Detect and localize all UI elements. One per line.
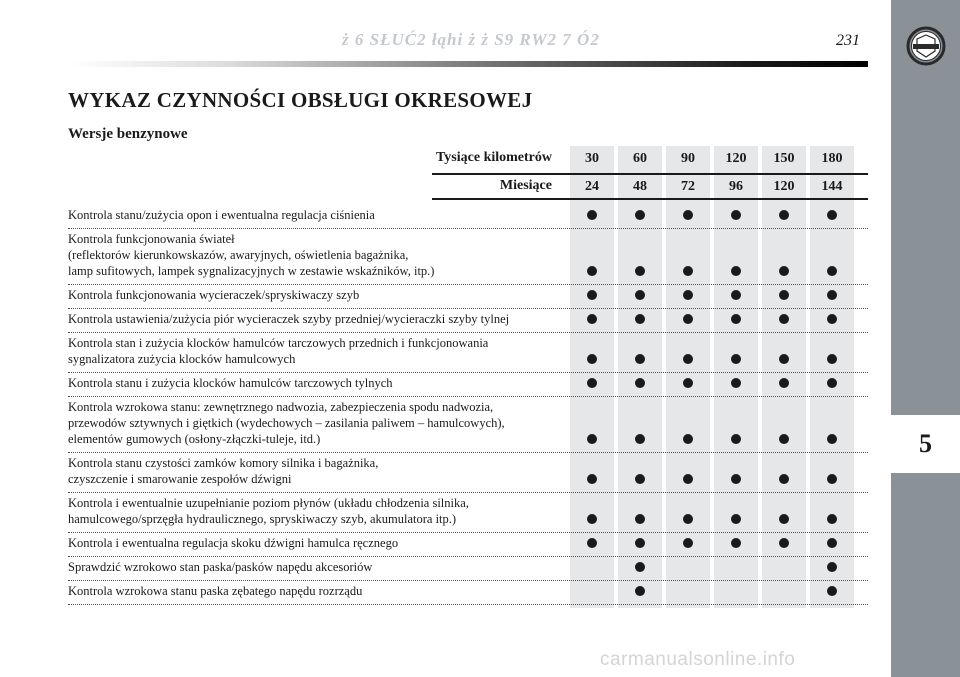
table-row-text-line: Kontrola i ewentualna regulacja skoku dźwigni hamulca ręcznego bbox=[68, 536, 399, 550]
km-value: 30 bbox=[585, 151, 599, 166]
row-separator bbox=[68, 396, 868, 397]
month-value: 48 bbox=[633, 179, 647, 194]
service-mark-dot bbox=[635, 434, 645, 444]
chapter-number: 5 bbox=[891, 415, 960, 473]
row-separator bbox=[68, 532, 868, 533]
service-mark-dot bbox=[587, 314, 597, 324]
service-mark-dot bbox=[587, 514, 597, 524]
side-panel bbox=[891, 0, 960, 677]
km-label: Tysiące kilometrów bbox=[436, 150, 552, 165]
table-row-label bbox=[68, 207, 563, 223]
row-separator bbox=[68, 452, 868, 453]
service-mark-dot bbox=[827, 378, 837, 388]
row-separator bbox=[68, 284, 868, 285]
service-mark-dot bbox=[827, 434, 837, 444]
service-mark-dot bbox=[779, 290, 789, 300]
table-row-text-line: Kontrola funkcjonowania wycieraczek/spryskiwaczy szyb bbox=[68, 288, 360, 302]
service-mark-dot bbox=[731, 290, 741, 300]
table-row-text-line: Kontrola stanu/zużycia opon i ewentualna regulacja ciśnienia bbox=[68, 208, 375, 222]
service-mark-dot bbox=[635, 290, 645, 300]
service-mark-dot bbox=[779, 266, 789, 276]
service-mark-dot bbox=[587, 434, 597, 444]
service-mark-dot bbox=[827, 210, 837, 220]
row-separator bbox=[68, 332, 868, 333]
service-mark-dot bbox=[683, 538, 693, 548]
service-mark-dot bbox=[635, 210, 645, 220]
table-row-label bbox=[68, 335, 563, 367]
month-value: 24 bbox=[585, 179, 599, 194]
service-mark-dot bbox=[635, 354, 645, 364]
table-row-text-line: Kontrola funkcjonowania świateł bbox=[68, 232, 235, 246]
service-mark-dot bbox=[731, 514, 741, 524]
service-mark-dot bbox=[731, 474, 741, 484]
row-separator bbox=[68, 308, 868, 309]
table-row-label bbox=[68, 399, 563, 447]
service-mark-dot bbox=[683, 474, 693, 484]
service-mark-dot bbox=[683, 514, 693, 524]
service-mark-dot bbox=[683, 290, 693, 300]
service-mark-dot bbox=[683, 210, 693, 220]
lancia-logo-icon bbox=[906, 26, 946, 66]
row-separator bbox=[68, 580, 868, 581]
table-row-text-line: sygnalizatora zużycia klocków hamulcowych bbox=[68, 352, 296, 366]
service-mark-dot bbox=[635, 378, 645, 388]
service-mark-dot bbox=[683, 314, 693, 324]
service-mark-dot bbox=[827, 538, 837, 548]
service-mark-dot bbox=[587, 354, 597, 364]
table-row-text-line: hamulcowego/sprzęgła hydraulicznego, spryskiwaczy szyb, akumulatora itp.) bbox=[68, 512, 457, 526]
service-mark-dot bbox=[635, 538, 645, 548]
km-value: 150 bbox=[773, 151, 795, 166]
months-label: Miesiące bbox=[499, 178, 552, 193]
service-mark-dot bbox=[779, 434, 789, 444]
service-mark-dot bbox=[779, 514, 789, 524]
service-mark-dot bbox=[779, 378, 789, 388]
service-mark-dot bbox=[827, 290, 837, 300]
table-row-text-line: (reflektorów kierunkowskazów, awaryjnych, oświetlenia bagażnika, bbox=[68, 248, 409, 262]
service-mark-dot bbox=[731, 378, 741, 388]
service-mark-dot bbox=[779, 354, 789, 364]
service-mark-dot bbox=[827, 514, 837, 524]
service-mark-dot bbox=[779, 314, 789, 324]
service-mark-dot bbox=[683, 378, 693, 388]
service-mark-dot bbox=[635, 562, 645, 572]
service-mark-dot bbox=[731, 434, 741, 444]
table-row-text-line: Kontrola i ewentualnie uzupełnianie poziom płynów (układu chłodzenia silnika, bbox=[68, 496, 469, 510]
table-row-label bbox=[68, 583, 563, 599]
service-mark-dot bbox=[731, 354, 741, 364]
km-value: 60 bbox=[633, 151, 647, 166]
row-separator bbox=[68, 604, 868, 605]
service-mark-dot bbox=[779, 474, 789, 484]
table-row-label bbox=[68, 535, 563, 551]
service-mark-dot bbox=[635, 586, 645, 596]
service-mark-dot bbox=[635, 314, 645, 324]
table-row-text-line: Kontrola stanu i zużycia klocków hamulców tarczowych tylnych bbox=[68, 376, 393, 390]
header-rule bbox=[68, 61, 868, 67]
row-separator bbox=[68, 228, 868, 229]
service-mark-dot bbox=[827, 474, 837, 484]
service-mark-dot bbox=[587, 266, 597, 276]
km-value: 90 bbox=[681, 151, 695, 166]
row-separator bbox=[68, 492, 868, 493]
service-mark-dot bbox=[731, 210, 741, 220]
service-mark-dot bbox=[827, 314, 837, 324]
table-row-label bbox=[68, 495, 563, 527]
service-mark-dot bbox=[827, 586, 837, 596]
page-title: WYKAZ CZYNNOŚCI OBSŁUGI OKRESOWEJ bbox=[68, 88, 533, 112]
header-rule-km bbox=[432, 173, 868, 175]
table-row-text-line: Kontrola wzrokowa stanu: zewnętrznego nadwozia, zabezpieczenia spodu nadwozia, bbox=[68, 400, 494, 414]
service-mark-dot bbox=[635, 474, 645, 484]
service-mark-dot bbox=[587, 538, 597, 548]
table-row-text-line: elementów gumowych (osłony-złączki-tuleje, itd.) bbox=[68, 432, 321, 446]
table-row-text-line: Kontrola wzrokowa stanu paska zębatego napędu rozrządu bbox=[68, 584, 363, 598]
service-mark-dot bbox=[731, 538, 741, 548]
service-mark-dot bbox=[587, 290, 597, 300]
service-mark-dot bbox=[779, 538, 789, 548]
header-rule-months bbox=[432, 198, 868, 200]
month-value: 144 bbox=[821, 179, 843, 194]
table-row-text-line: Sprawdzić wzrokowo stan paska/pasków napędu akcesoriów bbox=[68, 560, 373, 574]
page-number: 231 bbox=[836, 32, 860, 49]
service-mark-dot bbox=[587, 474, 597, 484]
month-value: 96 bbox=[729, 179, 743, 194]
km-value: 120 bbox=[725, 151, 747, 166]
table-row-label bbox=[68, 287, 563, 303]
service-mark-dot bbox=[683, 354, 693, 364]
running-title: ż 6 SŁUĆ2 łąhi ż ż S9 RW2 7 Ó2 bbox=[342, 30, 600, 49]
table-row-label bbox=[68, 231, 563, 279]
service-mark-dot bbox=[731, 314, 741, 324]
month-value: 120 bbox=[773, 179, 795, 194]
km-value: 180 bbox=[821, 151, 843, 166]
watermark: carmanualsonline.info bbox=[600, 649, 796, 670]
row-separator bbox=[68, 372, 868, 373]
table-row-label bbox=[68, 559, 563, 575]
service-mark-dot bbox=[779, 210, 789, 220]
service-mark-dot bbox=[731, 266, 741, 276]
table-row-text-line: czyszczenie i smarowanie zespołów dźwigni bbox=[68, 472, 292, 486]
service-mark-dot bbox=[587, 210, 597, 220]
page-subtitle: Wersje benzynowe bbox=[68, 126, 188, 142]
month-value: 72 bbox=[681, 179, 695, 194]
service-mark-dot bbox=[635, 266, 645, 276]
table-row-label bbox=[68, 311, 563, 327]
service-mark-dot bbox=[587, 378, 597, 388]
table-row-text-line: Kontrola stan i zużycia klocków hamulców tarczowych przednich i funkcjonowania bbox=[68, 336, 489, 350]
service-mark-dot bbox=[683, 266, 693, 276]
table-row-label bbox=[68, 375, 563, 391]
row-separator bbox=[68, 556, 868, 557]
service-mark-dot bbox=[827, 354, 837, 364]
table-row-text-line: Kontrola ustawienia/zużycia piór wycieraczek szyby przedniej/wycieraczki szyby tylnej bbox=[68, 312, 510, 326]
table-row-text-line: lamp sufitowych, lampek sygnalizacyjnych w zestawie wskaźników, itp.) bbox=[68, 264, 435, 278]
service-mark-dot bbox=[827, 562, 837, 572]
service-mark-dot bbox=[635, 514, 645, 524]
table-row-text-line: Kontrola stanu czystości zamków komory silnika i bagażnika, bbox=[68, 456, 379, 470]
table-row-label bbox=[68, 455, 563, 487]
service-mark-dot bbox=[683, 434, 693, 444]
service-mark-dot bbox=[827, 266, 837, 276]
table-row-text-line: przewodów sztywnych i giętkich (wydechowych – zasilania paliwem – hamulcowych), bbox=[68, 416, 505, 430]
